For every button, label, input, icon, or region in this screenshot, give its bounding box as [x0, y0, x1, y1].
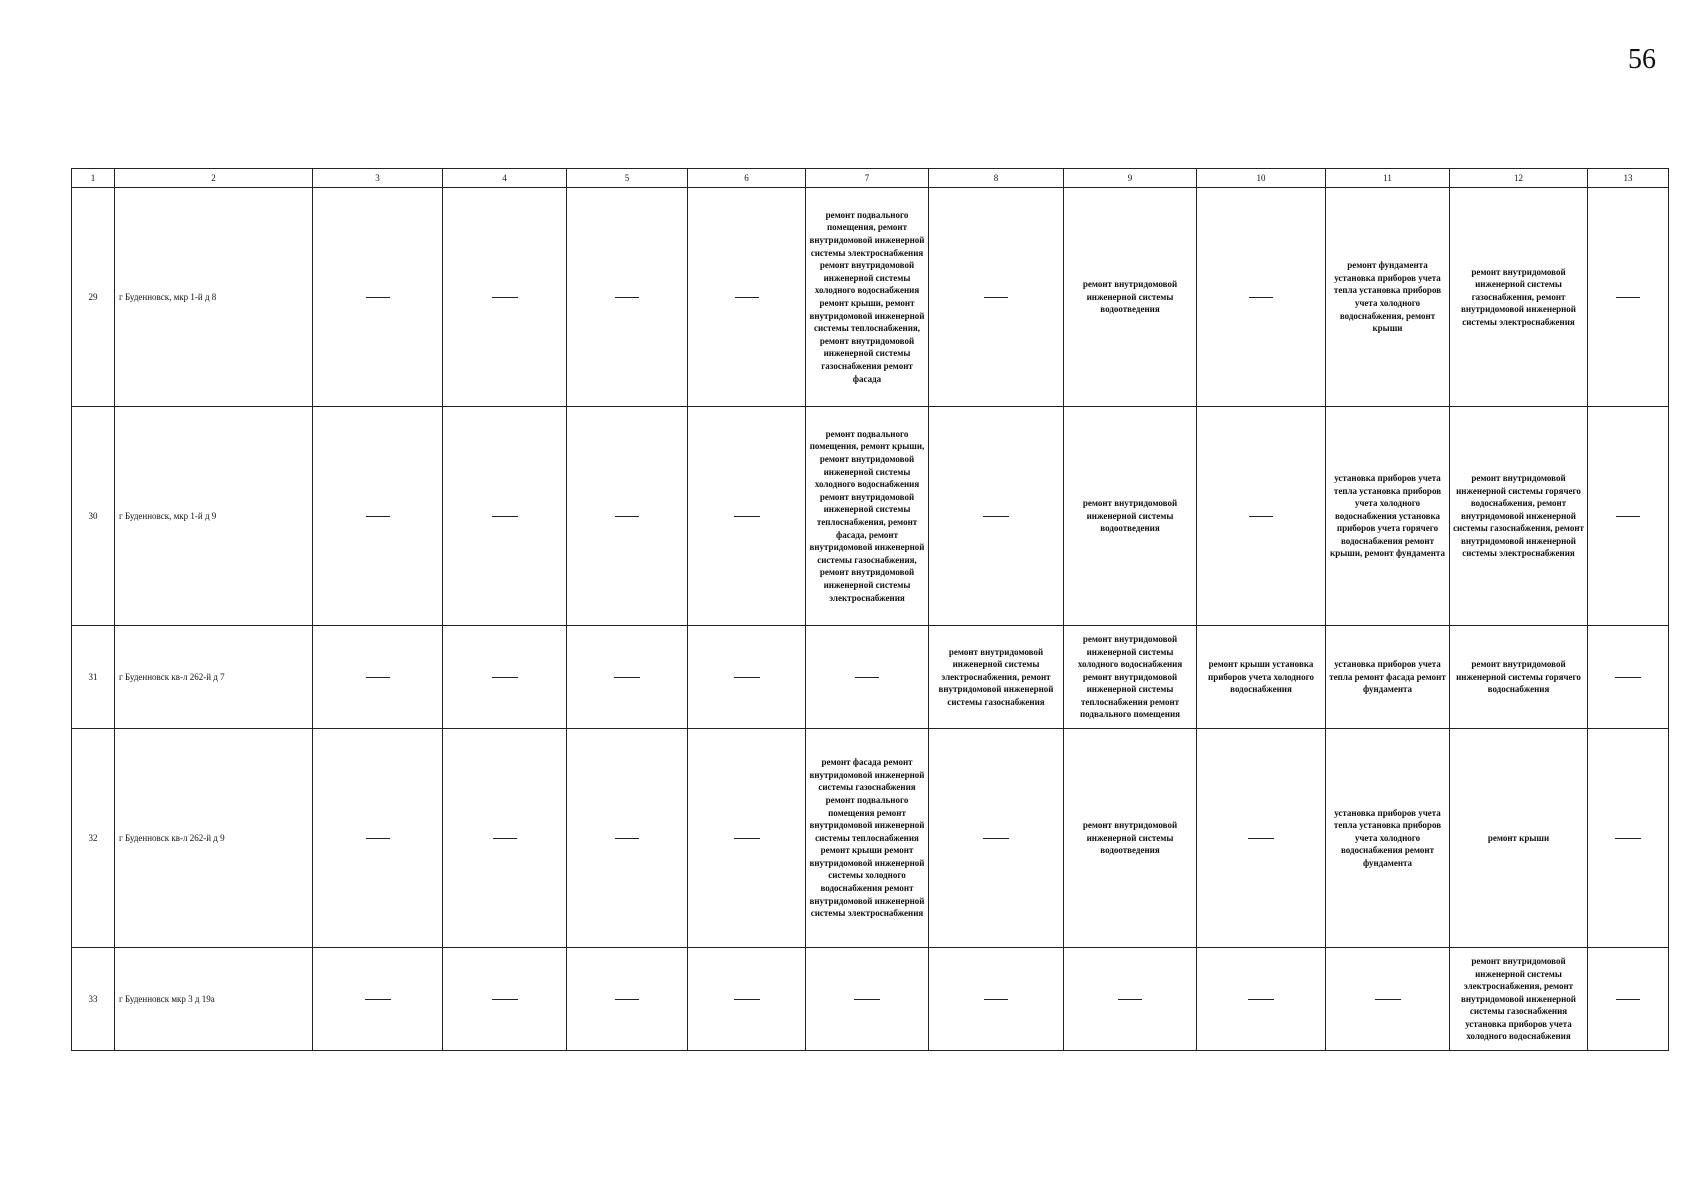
dash-mark — [615, 516, 639, 517]
empty-cell — [1197, 948, 1326, 1051]
empty-cell — [929, 729, 1064, 948]
empty-cell — [567, 948, 688, 1051]
empty-cell — [443, 729, 567, 948]
dash-mark — [1616, 516, 1640, 517]
dash-mark — [1375, 999, 1401, 1000]
work-cell-col7: ремонт фасада ремонт внутридомовой инженерной системы газоснабжения ремонт подвального помещения ремонт внутридомовой инженерной системы теплоснабжения ремонт крыши ремонт внутридомовой инженерной системы холодного водоснабжения ремонт внутридомовой инженерной системы электроснабжения — [806, 729, 929, 948]
empty-cell — [1588, 626, 1669, 729]
repair-plan-table — [71, 168, 1669, 1051]
table-row — [72, 729, 1669, 948]
work-cell-col12: ремонт внутридомовой инженерной системы горячего водоснабжения, ремонт внутридомовой инженерной системы газоснабжения, ремонт внутридомовой инженерной системы электроснабжения — [1450, 407, 1588, 626]
dash-mark — [734, 677, 760, 678]
dash-mark — [365, 999, 391, 1000]
table-row — [72, 407, 1669, 626]
dash-mark — [492, 999, 518, 1000]
dash-mark — [1615, 838, 1641, 839]
work-cell-col11: ремонт фундамента установка приборов учета тепла установка приборов учета холодного водоснабжения, ремонт крыши — [1326, 188, 1450, 407]
header-col-11: 11 — [1326, 169, 1450, 188]
work-cell-col9: ремонт внутридомовой инженерной системы водоотведения — [1064, 407, 1197, 626]
dash-mark — [734, 999, 760, 1000]
work-cell-col11: установка приборов учета тепла установка приборов учета холодного водоснабжения ремонт фундамента — [1326, 729, 1450, 948]
dash-mark — [615, 838, 639, 839]
empty-cell — [313, 188, 443, 407]
table-row — [72, 188, 1669, 407]
row-address: г Буденновск кв-л 262-й д 7 — [115, 626, 313, 729]
empty-cell — [929, 948, 1064, 1051]
header-col-1: 1 — [72, 169, 115, 188]
row-number: 32 — [72, 729, 115, 948]
column-number-row — [72, 169, 1669, 188]
dash-mark — [366, 516, 390, 517]
empty-cell — [929, 407, 1064, 626]
dash-mark — [734, 516, 760, 517]
empty-cell — [567, 626, 688, 729]
table-row — [72, 948, 1669, 1051]
header-col-8: 8 — [929, 169, 1064, 188]
empty-cell — [688, 626, 806, 729]
header-col-3: 3 — [313, 169, 443, 188]
work-cell-col12: ремонт внутридомовой инженерной системы электроснабжения, ремонт внутридомовой инженерной системы газоснабжения установка приборов учета холодного водоснабжения — [1450, 948, 1588, 1051]
empty-cell — [443, 188, 567, 407]
dash-mark — [855, 677, 879, 678]
empty-cell — [1326, 948, 1450, 1051]
dash-mark — [366, 838, 390, 839]
row-address: г Буденновск мкр 3 д 19а — [115, 948, 313, 1051]
empty-cell — [443, 407, 567, 626]
empty-cell — [1588, 729, 1669, 948]
empty-cell — [313, 407, 443, 626]
empty-cell — [806, 626, 929, 729]
work-cell-col11: установка приборов учета тепла установка приборов учета холодного водоснабжения установка приборов учета горячего водоснабжения ремонт крыши, ремонт фундамента — [1326, 407, 1450, 626]
table-row — [72, 626, 1669, 729]
header-col-5: 5 — [567, 169, 688, 188]
row-address: г Буденновск, мкр 1-й д 8 — [115, 188, 313, 407]
dash-mark — [366, 677, 390, 678]
header-col-10: 10 — [1197, 169, 1326, 188]
empty-cell — [313, 626, 443, 729]
dash-mark — [366, 297, 390, 298]
empty-cell — [443, 948, 567, 1051]
page-number: 56 — [1628, 44, 1656, 75]
dash-mark — [492, 677, 518, 678]
dash-mark — [735, 297, 759, 298]
work-cell-col12: ремонт крыши — [1450, 729, 1588, 948]
dash-mark — [1249, 297, 1273, 298]
empty-cell — [1197, 729, 1326, 948]
work-cell-col7: ремонт подвального помещения, ремонт крыши, ремонт внутридомовой инженерной системы холодного водоснабжения ремонт внутридомовой инженерной системы теплоснабжения, ремонт фасада, ремонт внутридомовой инженерной системы газоснабжения, ремонт внутридомовой инженерной системы электроснабжения — [806, 407, 929, 626]
empty-cell — [1588, 407, 1669, 626]
dash-mark — [614, 677, 640, 678]
header-col-12: 12 — [1450, 169, 1588, 188]
dash-mark — [984, 297, 1008, 298]
work-cell-col7: ремонт подвального помещения, ремонт внутридомовой инженерной системы электроснабжения ремонт внутридомовой инженерной системы холодного водоснабжения ремонт крыши, ремонт внутридомовой инженерной системы теплоснабжения, ремонт внутридомовой инженерной системы газоснабжения ремонт фасада — [806, 188, 929, 407]
dash-mark — [1248, 999, 1274, 1000]
work-cell-col9: ремонт внутридомовой инженерной системы водоотведения — [1064, 188, 1197, 407]
empty-cell — [929, 188, 1064, 407]
dash-mark — [492, 516, 518, 517]
empty-cell — [1064, 948, 1197, 1051]
empty-cell — [443, 626, 567, 729]
row-number: 30 — [72, 407, 115, 626]
dash-mark — [1616, 297, 1640, 298]
work-cell-col8: ремонт внутридомовой инженерной системы электроснабжения, ремонт внутридомовой инженерной системы газоснабжения — [929, 626, 1064, 729]
row-number: 31 — [72, 626, 115, 729]
row-number: 33 — [72, 948, 115, 1051]
work-cell-col11: установка приборов учета тепла ремонт фасада ремонт фундамента — [1326, 626, 1450, 729]
empty-cell — [567, 407, 688, 626]
work-cell-col9: ремонт внутридомовой инженерной системы водоотведения — [1064, 729, 1197, 948]
empty-cell — [313, 948, 443, 1051]
dash-mark — [983, 516, 1009, 517]
dash-mark — [734, 838, 760, 839]
header-col-9: 9 — [1064, 169, 1197, 188]
work-cell-col10: ремонт крыши установка приборов учета холодного водоснабжения — [1197, 626, 1326, 729]
dash-mark — [983, 838, 1009, 839]
dash-mark — [1248, 838, 1274, 839]
work-cell-col9: ремонт внутридомовой инженерной системы холодного водоснабжения ремонт внутридомовой инженерной системы теплоснабжения ремонт подвального помещения — [1064, 626, 1197, 729]
empty-cell — [688, 188, 806, 407]
empty-cell — [567, 729, 688, 948]
header-col-6: 6 — [688, 169, 806, 188]
header-col-13: 13 — [1588, 169, 1669, 188]
empty-cell — [1588, 948, 1669, 1051]
row-number: 29 — [72, 188, 115, 407]
dash-mark — [1118, 999, 1142, 1000]
row-address: г Буденновск кв-л 262-й д 9 — [115, 729, 313, 948]
dash-mark — [854, 999, 880, 1000]
empty-cell — [688, 729, 806, 948]
dash-mark — [1615, 677, 1641, 678]
dash-mark — [1616, 999, 1640, 1000]
dash-mark — [493, 838, 517, 839]
header-col-7: 7 — [806, 169, 929, 188]
empty-cell — [1197, 407, 1326, 626]
dash-mark — [615, 297, 639, 298]
empty-cell — [313, 729, 443, 948]
row-address: г Буденновск, мкр 1-й д 9 — [115, 407, 313, 626]
empty-cell — [688, 407, 806, 626]
dash-mark — [492, 297, 518, 298]
header-col-2: 2 — [115, 169, 313, 188]
empty-cell — [806, 948, 929, 1051]
dash-mark — [615, 999, 639, 1000]
empty-cell — [688, 948, 806, 1051]
empty-cell — [1197, 188, 1326, 407]
empty-cell — [1588, 188, 1669, 407]
header-col-4: 4 — [443, 169, 567, 188]
empty-cell — [567, 188, 688, 407]
dash-mark — [1249, 516, 1273, 517]
work-cell-col12: ремонт внутридомовой инженерной системы газоснабжения, ремонт внутридомовой инженерной системы электроснабжения — [1450, 188, 1588, 407]
work-cell-col12: ремонт внутридомовой инженерной системы горячего водоснабжения — [1450, 626, 1588, 729]
dash-mark — [984, 999, 1008, 1000]
